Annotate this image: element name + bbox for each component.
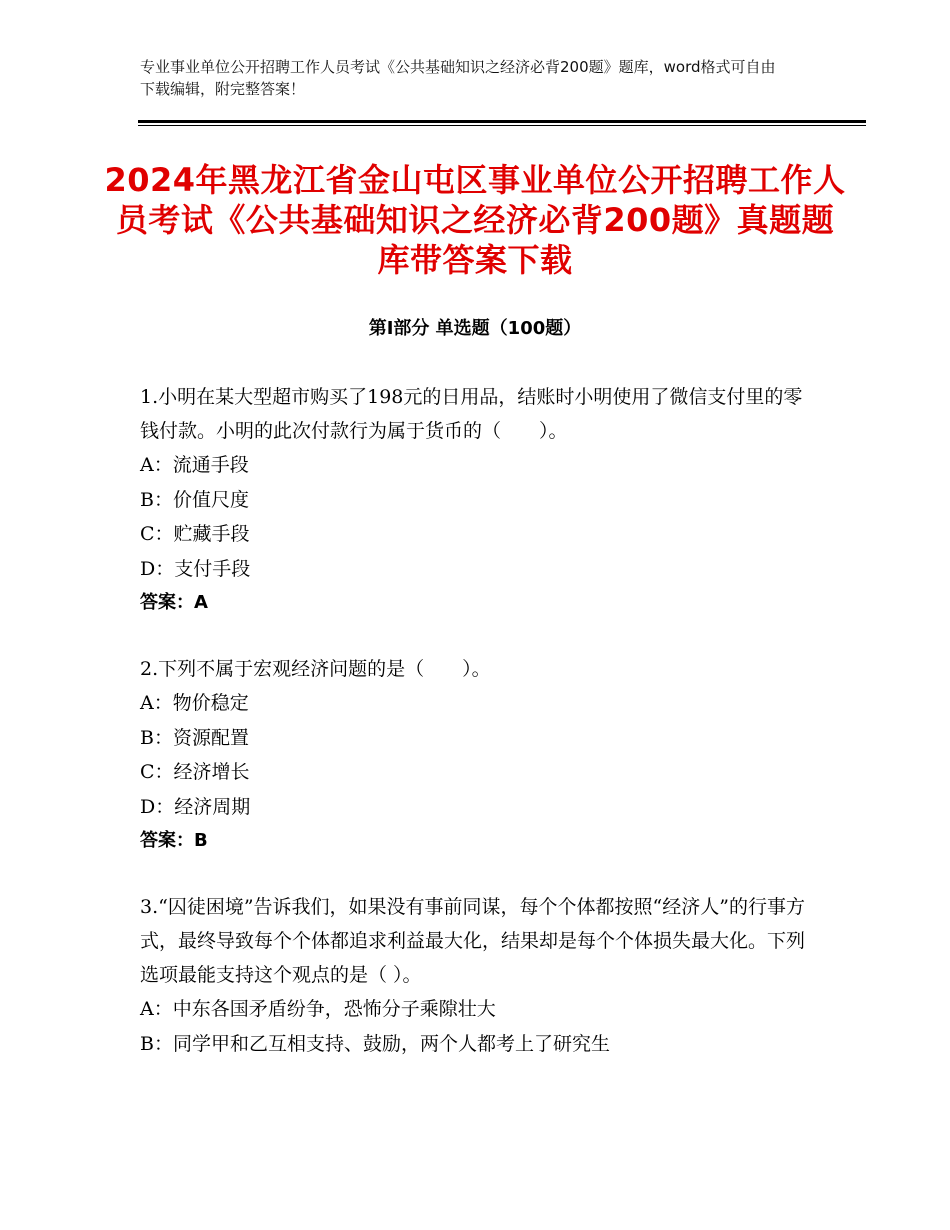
question-1 bbox=[140, 380, 810, 620]
answer-label: 答案：B bbox=[140, 830, 208, 851]
option-c: C：贮藏手段 bbox=[140, 523, 250, 545]
header-note: 专业事业单位公开招聘工作人员考试《公共基础知识之经济必背200题》题库，word格式可自由下载编辑，附完整答案！ bbox=[140, 58, 776, 98]
option-a: A：流通手段 bbox=[140, 454, 249, 476]
question-text: 2.下列不属于宏观经济问题的是（ ）。 bbox=[140, 658, 491, 680]
option-b: B：同学甲和乙互相支持、鼓励，两个人都考上了研究生 bbox=[140, 1032, 610, 1055]
section-title: 第Ⅰ部分 单选题（100题） bbox=[368, 318, 582, 339]
question-3 bbox=[140, 890, 810, 1061]
header-rule-thin bbox=[138, 125, 866, 126]
option-a: A：物价稳定 bbox=[140, 692, 249, 714]
option-b: B：价值尺度 bbox=[140, 488, 249, 511]
answer-label: 答案：A bbox=[140, 592, 208, 613]
option-c: C：经济增长 bbox=[140, 761, 250, 783]
option-a: A：中东各国矛盾纷争，恐怖分子乘隙壮大 bbox=[140, 998, 496, 1020]
option-d: D：经济周期 bbox=[140, 795, 251, 818]
question-list bbox=[140, 380, 810, 1093]
question-text: 3.“囚徒困境”告诉我们，如果没有事前同谋，每个个体都按照“经济人”的行事方式，最终导致每个个体都追求利益最大化，结果却是每个个体损失最大化。下列选项最能支持这个观点的是（ ）。 bbox=[140, 896, 806, 986]
option-b: B：资源配置 bbox=[140, 726, 249, 749]
option-d: D：支付手段 bbox=[140, 557, 251, 580]
header-rule-thick bbox=[138, 120, 866, 123]
document-title: 2024年黑龙江省金山屯区事业单位公开招聘工作人员考试《公共基础知识之经济必背200题》真题题库带答案下载 bbox=[104, 161, 846, 279]
question-text: 1.小明在某大型超市购买了198元的日用品，结账时小明使用了微信支付里的零钱付款。小明的此次付款行为属于货币的（ ）。 bbox=[140, 386, 803, 442]
question-2 bbox=[140, 652, 810, 858]
